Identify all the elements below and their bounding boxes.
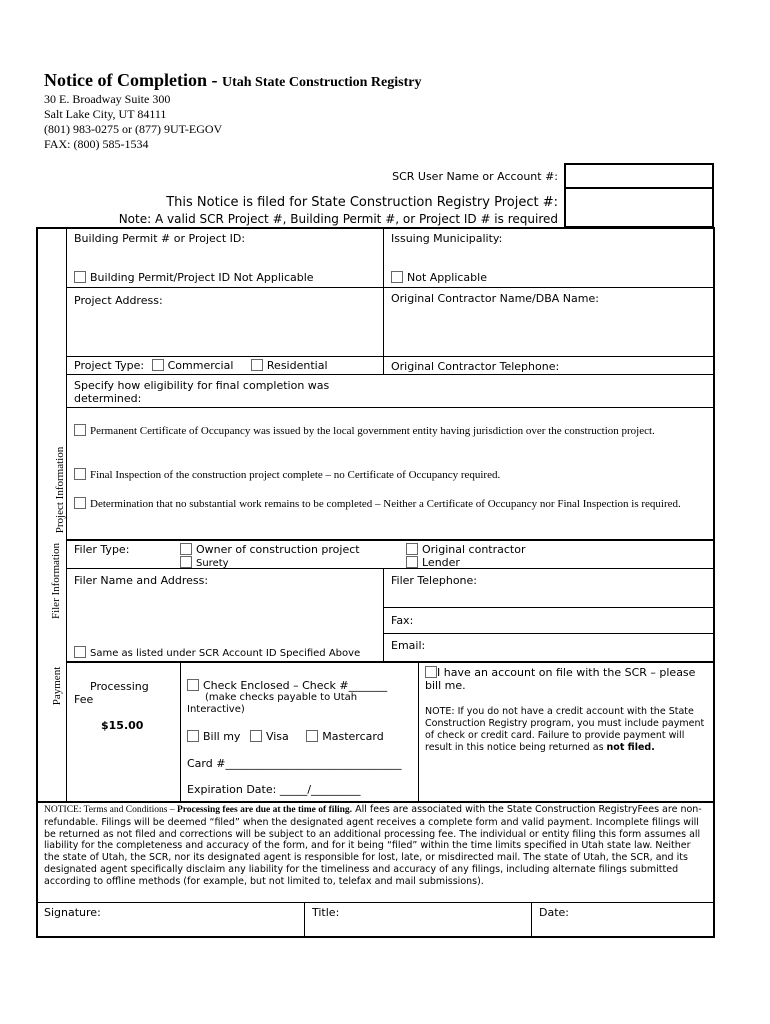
project-number-notice-line-2: Note: A valid SCR Project #, Building Permit #, or Project ID # is required	[118, 212, 558, 226]
project-type-row	[74, 359, 328, 372]
filer-lender-checkbox[interactable]	[406, 556, 418, 568]
municipality-na-option[interactable]	[391, 271, 487, 284]
check-enclosed-label: Check Enclosed – Check #_______	[203, 679, 388, 692]
fax-line: FAX: (800) 585-1534	[44, 137, 149, 151]
check-payable-note	[187, 692, 357, 716]
divider-signature	[36, 902, 715, 903]
bill-my-checkbox[interactable]	[187, 730, 199, 742]
mastercard-checkbox[interactable]	[306, 730, 318, 742]
divider-payment	[36, 661, 715, 663]
terms-lead-bold: Processing fees are due at the time of filing.	[176, 805, 353, 815]
residential-label: Residential	[266, 359, 328, 372]
project-address-label: Project Address:	[74, 294, 163, 307]
processing-fee-amount: $15.00	[101, 719, 144, 732]
payment-col-divider-2	[418, 662, 419, 801]
divider-filer	[36, 539, 715, 541]
side-label-project: Project Information	[54, 446, 66, 534]
permit-na-option[interactable]	[74, 271, 314, 284]
project-row-4	[66, 407, 715, 408]
contractor-phone-label: Original Contractor Telephone:	[391, 360, 560, 373]
side-column-divider	[66, 227, 67, 802]
filer-surety-label: Surety	[196, 558, 229, 569]
same-as-account-option[interactable]	[74, 646, 360, 660]
commercial-checkbox[interactable]	[152, 359, 164, 371]
filer-row-1	[66, 568, 715, 569]
eligibility-label-line-1: Specify how eligibility for final completion was	[74, 379, 330, 392]
permit-na-label: Building Permit/Project ID Not Applicable	[90, 271, 314, 284]
payment-note-bold: not filed.	[606, 742, 655, 753]
signature-divider-1	[304, 902, 305, 937]
phone-line: (801) 983-0275 or (877) 9UT-EGOV	[44, 122, 223, 136]
signature-field[interactable]: Signature:	[44, 906, 101, 919]
eligibility-option-2-label: Final Inspection of the construction project complete – no Certificate of Occupancy required.	[90, 469, 501, 481]
contractor-name-label: Original Contractor Name/DBA Name:	[391, 292, 599, 305]
eligibility-option-1-checkbox[interactable]	[74, 424, 86, 436]
filer-owner-option[interactable]	[180, 543, 360, 556]
scr-account-input[interactable]	[564, 163, 714, 189]
agency-address	[44, 92, 222, 152]
account-bill-label: I have an account on file with the SCR – please bill me.	[425, 666, 696, 692]
municipality-na-checkbox[interactable]	[391, 271, 403, 283]
project-col-divider	[383, 229, 384, 374]
account-bill-option[interactable]	[425, 666, 707, 692]
form-title-main: Notice of Completion -	[44, 70, 222, 90]
same-as-account-checkbox[interactable]	[74, 646, 86, 658]
side-label-filer: Filer Information	[50, 542, 62, 620]
form-title	[44, 70, 421, 91]
eligibility-option-2[interactable]	[74, 468, 704, 482]
eligibility-option-3-label: Determination that no substantial work remains to be completed – Neither a Certificate of Occupancy nor Final Inspection is required.	[90, 498, 681, 510]
project-row-2	[66, 356, 715, 357]
filer-fax-label: Fax:	[391, 614, 414, 627]
filer-lender-option[interactable]	[406, 556, 460, 569]
filer-email-label: Email:	[391, 639, 426, 652]
eligibility-option-3-checkbox[interactable]	[74, 497, 86, 509]
check-enclosed-option[interactable]	[187, 679, 387, 692]
filer-row-3	[383, 633, 715, 634]
processing-fee-label-line-2: Fee	[74, 693, 94, 706]
project-row-1	[66, 287, 715, 288]
filer-owner-label: Owner of construction project	[196, 543, 360, 556]
filer-type-label: Filer Type:	[74, 543, 130, 556]
terms-and-conditions	[44, 804, 706, 888]
filer-surety-checkbox[interactable]	[180, 556, 192, 568]
processing-fee-label-line-1: Processing	[90, 680, 149, 693]
check-enclosed-checkbox[interactable]	[187, 679, 199, 691]
eligibility-label	[74, 379, 329, 405]
project-row-3	[66, 374, 715, 375]
title-field[interactable]: Title:	[312, 906, 340, 919]
side-label-payment: Payment	[51, 666, 63, 706]
date-field[interactable]: Date:	[539, 906, 569, 919]
visa-label: Visa	[265, 730, 289, 743]
filer-col-divider	[383, 568, 384, 661]
filer-lender-label: Lender	[422, 556, 460, 569]
card-number-field[interactable]: Card #________________________________	[187, 757, 402, 770]
payment-note	[425, 706, 710, 754]
eligibility-option-3[interactable]	[74, 497, 704, 511]
bill-my-row	[187, 730, 384, 743]
eligibility-option-1-label: Permanent Certificate of Occupancy was issued by the local government entity having jurisdiction over the construction project.	[90, 425, 655, 437]
filer-row-2	[383, 607, 715, 608]
address-line-1: 30 E. Broadway Suite 300	[44, 92, 171, 106]
commercial-label: Commercial	[167, 359, 234, 372]
scr-project-number-input[interactable]	[564, 189, 714, 228]
processing-fee-label	[74, 680, 164, 706]
same-as-account-label: Same as listed under SCR Account ID Specified Above	[90, 648, 361, 659]
eligibility-option-1[interactable]	[74, 424, 704, 438]
project-type-label: Project Type:	[74, 359, 145, 372]
visa-checkbox[interactable]	[250, 730, 262, 742]
expiration-date-field[interactable]: Expiration Date: _____/_________	[187, 783, 361, 796]
permit-na-checkbox[interactable]	[74, 271, 86, 283]
filer-contractor-checkbox[interactable]	[406, 543, 418, 555]
bill-my-label: Bill my	[203, 730, 241, 743]
terms-body: All fees are associated with the State Construction RegistryFees are non-refundable. Filings will be deemed “filed” when the designated agent receives a complete form and valid payment. Incomplete filings will be returned as not filed and corrections will be subject to an additional processing fee. The individual or entity filing this form assumes all liability for the completeness and accuracy of the form, and for it being “filed” within the time limits specified in Utah state law. Neither the state of Utah, the SCR, nor its designated agent is responsible for lost, late, or misdirected mail. The state of Utah, the SCR, and its designated agent specifically disclaim any liability for the timeliness and accuracy of any filings, including alternate filings submitted according to offline methods (for example, but not limited to, telefax and mail submissions).	[44, 804, 702, 887]
form-title-sub: Utah State Construction Registry	[221, 75, 422, 90]
filer-contractor-label: Original contractor	[422, 543, 526, 556]
eligibility-option-2-checkbox[interactable]	[74, 468, 86, 480]
terms-lead: NOTICE: Terms and Conditions –	[44, 805, 177, 815]
payment-col-divider-1	[180, 662, 181, 801]
mastercard-label: Mastercard	[322, 730, 384, 743]
project-number-notice-line-1: This Notice is filed for State Construction Registry Project #:	[166, 195, 558, 210]
filer-phone-label: Filer Telephone:	[391, 574, 477, 587]
municipality-field-label: Issuing Municipality:	[391, 232, 503, 245]
municipality-na-label: Not Applicable	[407, 271, 487, 284]
divider-terms	[36, 801, 715, 803]
filer-name-label: Filer Name and Address:	[74, 574, 209, 587]
filer-owner-checkbox[interactable]	[180, 543, 192, 555]
filer-contractor-option[interactable]	[406, 543, 525, 556]
payment-note-text: NOTE: If you do not have a credit account with the State Construction Registry program, you must include payment of check or credit card. Failure to provide payment will result in this notice being returned as	[425, 706, 705, 753]
check-payable-note-line-2: Interactive)	[187, 704, 245, 715]
residential-checkbox[interactable]	[251, 359, 263, 371]
check-payable-note-line-1: (make checks payable to Utah	[205, 692, 358, 703]
address-line-2: Salt Lake City, UT 84111	[44, 107, 167, 121]
permit-field-label: Building Permit # or Project ID:	[74, 232, 246, 245]
filer-surety-option[interactable]	[180, 556, 229, 570]
signature-divider-2	[531, 902, 532, 937]
account-bill-checkbox[interactable]	[425, 666, 437, 678]
eligibility-label-line-2: determined:	[74, 392, 142, 405]
scr-account-label: SCR User Name or Account #:	[392, 170, 558, 183]
